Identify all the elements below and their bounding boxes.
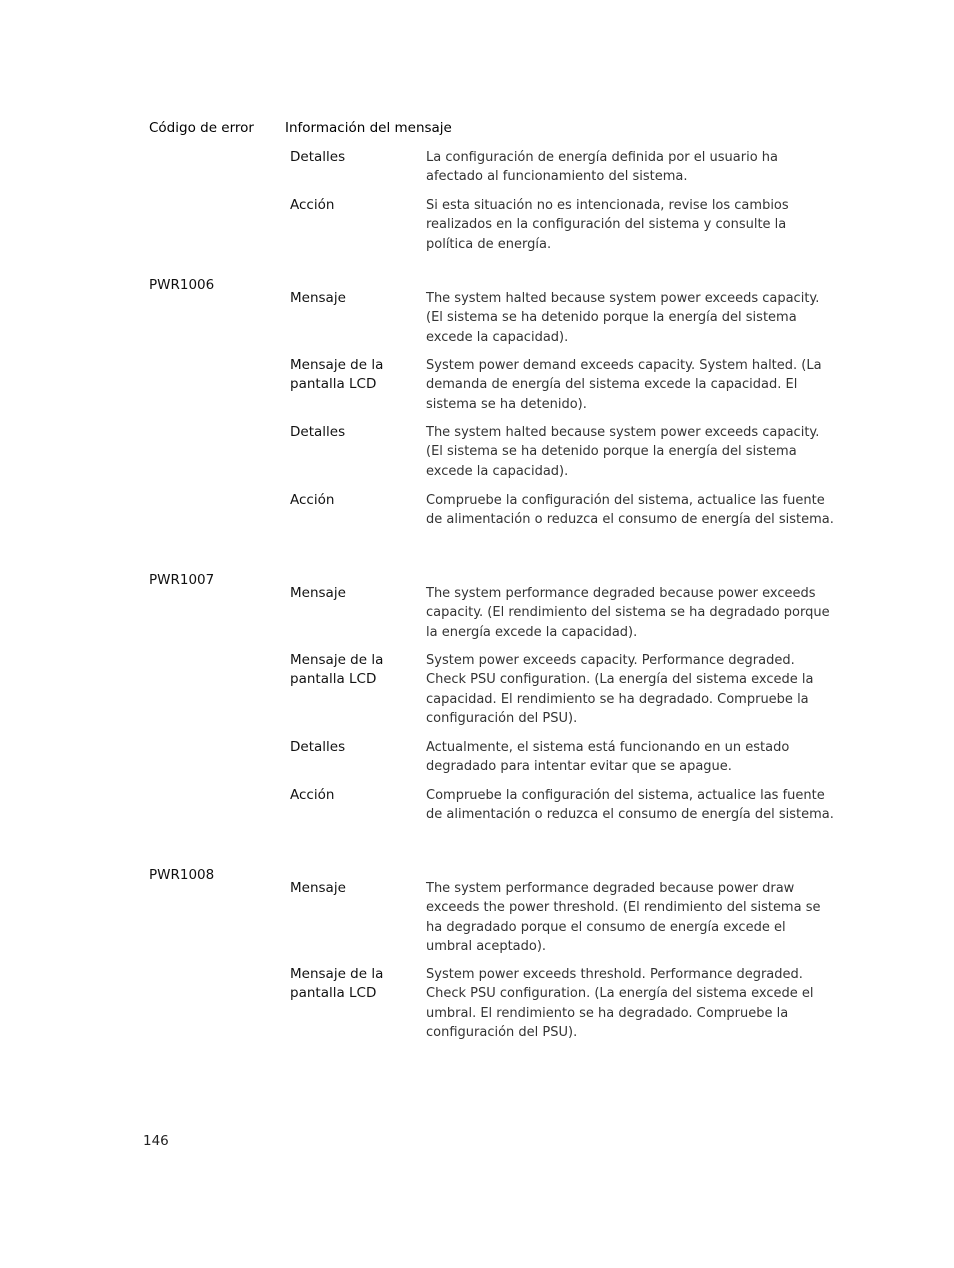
error-code-pwr1006: PWR1006 <box>149 277 215 293</box>
field-text: Actualmente, el sistema está funcionando en un estado degradado para intentar evitar que se apague. <box>426 740 790 775</box>
field-text: Si esta situación no es intencionada, revise los cambios realizados en la configuración del sistema y consulte la política de energía. <box>426 198 789 252</box>
field-label: Detalles <box>290 739 346 755</box>
column-header-message-info: Información del mensaje <box>285 120 452 136</box>
field-label: Detalles <box>290 424 346 440</box>
field-text: Compruebe la configuración del sistema, actualice las fuente de alimentación o reduzca el consumo de energía del sistema. <box>426 788 834 823</box>
field-text: The system halted because system power exceeds capacity. (El sistema se ha detenido porque la energía del sistema excede la capacidad). <box>426 291 820 345</box>
field-label: Acción <box>290 492 335 508</box>
field-label: Detalles <box>290 149 346 165</box>
field-label: Mensaje <box>290 585 346 601</box>
field-label: Mensaje <box>290 880 346 896</box>
field-text: System power exceeds capacity. Performance degraded. Check PSU configuration. (La energía del sistema excede la capacidad. El rendimiento se ha degradado. Compruebe la configuración del PSU). <box>426 653 814 727</box>
field-label: Mensaje <box>290 290 346 306</box>
field-text: The system performance degraded because power exceeds capacity. (El rendimiento del sistema se ha degradado porque la energía excede la capacidad). <box>426 586 830 640</box>
error-code-pwr1008: PWR1008 <box>149 867 215 883</box>
field-label: Mensaje de la pantalla LCD <box>290 966 384 1002</box>
column-header-error-code: Código de error <box>149 120 254 136</box>
field-label: Mensaje de la pantalla LCD <box>290 652 384 688</box>
field-text: Compruebe la configuración del sistema, actualice las fuente de alimentación o reduzca el consumo de energía del sistema. <box>426 493 834 528</box>
field-text: System power exceeds threshold. Performance degraded. Check PSU configuration. (La energía del sistema excede el umbral. El rendimiento se ha degradado. Compruebe la configuración del PSU). <box>426 967 814 1041</box>
field-text: La configuración de energía definida por el usuario ha afectado al funcionamiento del sistema. <box>426 150 778 185</box>
page-number: 146 <box>143 1133 169 1149</box>
field-text: System power demand exceeds capacity. System halted. (La demanda de energía del sistema excede la capacidad. El sistema se ha detenido). <box>426 358 822 412</box>
field-label: Acción <box>290 197 335 213</box>
error-code-pwr1007: PWR1007 <box>149 572 215 588</box>
field-label: Acción <box>290 787 335 803</box>
field-text: The system performance degraded because power draw exceeds the power threshold. (El rendimiento del sistema se ha degradado porque el consumo de energía excede el umbral aceptado). <box>426 881 821 955</box>
field-text: The system halted because system power exceeds capacity. (El sistema se ha detenido porque la energía del sistema excede la capacidad). <box>426 425 820 479</box>
field-label: Mensaje de la pantalla LCD <box>290 357 384 393</box>
